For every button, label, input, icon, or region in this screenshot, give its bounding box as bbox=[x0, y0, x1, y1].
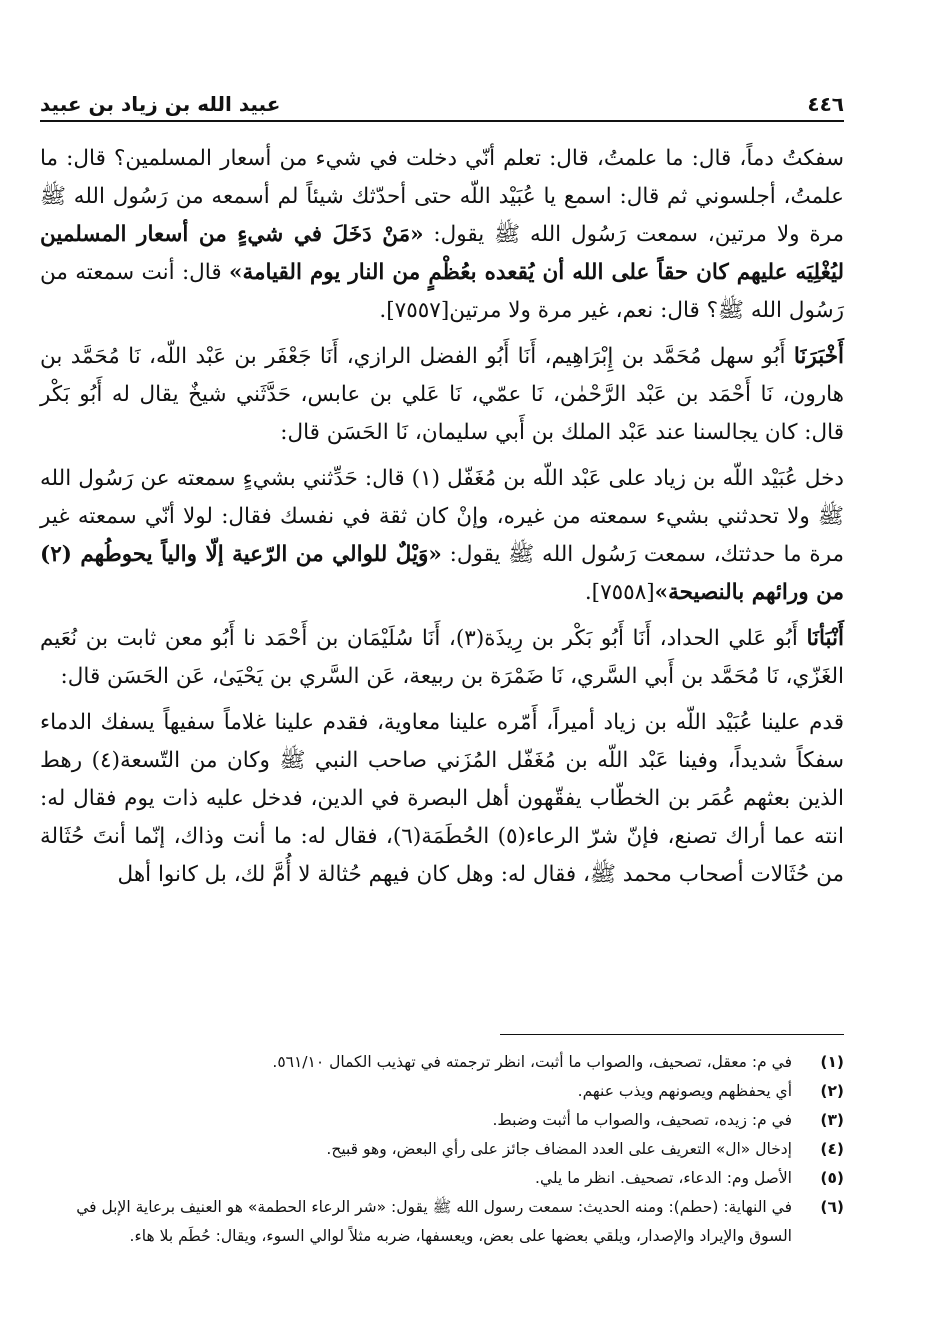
footnote-5 bbox=[40, 1164, 844, 1193]
footnote-divider bbox=[500, 1034, 844, 1035]
paragraph-text: أَبُو عَلي الحداد، أَنَا أَبُو بَكْر بن رِيذَة(٣)، أَنَا سُلَيْمَان بن أَحْمَد نا أَبُو معن ثابت بن نُعَيم الغَزّي، نَا مُحَمَّد بن أَبي السَّري، نَا ضَمْرَة بن ربيعة، عَن السَّري بن يَحْيَىٰ، عَن الحَسَن قال: bbox=[40, 626, 844, 689]
page-header bbox=[40, 80, 844, 116]
paragraph-2 bbox=[40, 338, 844, 452]
footnote-text: في م: معقل، تصحيف، والصواب ما أثبت، انظر ترجمته في تهذيب الكمال ٥٦١/١٠. bbox=[272, 1053, 792, 1071]
footnote-number: (٥) bbox=[820, 1169, 844, 1187]
paragraph-text: قدم علينا عُبَيْد اللّه بن زياد أميراً، أَمّره علينا معاوية، فقدم علينا غلاماً سفيهاً يسفك الدماء سفكاً شديداً، وفينا عَبْد اللّه بن مُغَفّل المُزَني صاحب النبي ﷺ وكان من التّسعة(٤) رهط الذين بعثهم عُمَر بن الخطّاب يفقّهون أهل البصرة في الدين، فدخل عليه ذات يوم فقال له: انته عما أراك تصنع، فإنّ شرّ الرعاء(٥) الحُطَمَة(٦)، فقال له: ما أنت وذاك، إنّما أنتَ حُثَالة من حُثَالات أصحاب محمد ﷺ، فقال له: وهل كان فيهم حُثالة لا أُمَّ لك، بل كانوا أهل bbox=[40, 710, 845, 887]
footnote-1 bbox=[40, 1048, 844, 1077]
hadith-quote: «وَيْلٌ للوالي من الرّعية إلّا والياً يحوطُهم (٢) من ورائهم بالنصيحة» bbox=[40, 542, 844, 605]
footnote-number: (٤) bbox=[820, 1140, 844, 1158]
footnote-text: أي يحفظهم ويصونهم ويذب عنهم. bbox=[577, 1082, 792, 1100]
paragraph-5 bbox=[40, 704, 844, 894]
paragraph-tail: [٧٥٥٨]. bbox=[584, 580, 655, 605]
footnote-number: (١) bbox=[820, 1053, 844, 1071]
footnotes bbox=[40, 1048, 844, 1251]
paragraph-text: سفكتُ دماً، قال: ما علمتُ، قال: تعلم أنّي دخلت في شيء من أسعار المسلمين؟ قال: ما علمتُ، أجلسوني ثم قال: اسمع يا عُبَيْد اللّه حتى أحدّثك شيئاً لم أسمعه من رَسُول الله ﷺ مرة ولا مرتين، سمعت رَسُول الله ﷺ يقول: bbox=[40, 146, 844, 247]
paragraph-lead: أَخْبَرَنَا bbox=[793, 344, 844, 369]
footnote-6 bbox=[40, 1193, 844, 1251]
running-title: عبيد الله بن زياد بن عبيد bbox=[40, 92, 281, 116]
footnote-number: (٣) bbox=[820, 1111, 844, 1129]
footnote-number: (٦) bbox=[820, 1198, 844, 1216]
paragraph-text: دخل عُبَيْد اللّه بن زياد على عَبْد اللّه بن مُغَفّل (١) قال: حَدِّثني بشيءٍ سمعته عن رَسُول الله ﷺ ولا تحدثني بشيء سمعته من غيره، وإنْ كان ثقة في نفسك فقال: لولا أنّي سمعته غير مرة ما حدثتك، سمعت رَسُول الله ﷺ يقول: bbox=[40, 466, 845, 567]
paragraph-4 bbox=[40, 620, 844, 696]
footnote-text: في النهاية: (حطم): ومنه الحديث: سمعت رسول الله ﷺ يقول: «شر الرعاء الحطمة» هو العنيف برعاية الإبل في السوق والإيراد والإصدار، ويلقي بعضها على بعض، ويعسفها، ضربه مثلاً لوالي السوء، ويقال: حُطَم بلا هاء. bbox=[76, 1198, 792, 1245]
paragraph-text: أَبُو سهل مُحَمَّد بن إِبْرَاهِيم، أَنَا أَبُو الفضل الرازي، أَنَا جَعْفَر بن عَبْد اللّه، نَا مُحَمَّد بن هارون، نَا أَحْمَد بن عَبْد الرَّحْمٰن، نَا عمّي، نَا عَلي بن عابس، حَدَّثَني شيخٌ يقال له أَبُو بَكْر قال: كان يجالسنا عند عَبْد الملك بن أَبي سليمان، نَا الحَسَن قال: bbox=[40, 344, 844, 445]
footnote-text: الأصل وم: الدعاء، تصحيف. انظر ما يلي. bbox=[535, 1169, 792, 1187]
footnote-4 bbox=[40, 1135, 844, 1164]
footnote-2 bbox=[40, 1077, 844, 1106]
header-divider bbox=[40, 120, 844, 122]
footnote-number: (٢) bbox=[820, 1082, 844, 1100]
paragraph-lead: أَنْبَأنَا bbox=[806, 626, 844, 651]
footnote-text: إدخال «ال» التعريف على العدد المضاف جائز على رأي البعض، وهو قبيح. bbox=[326, 1140, 792, 1158]
paragraph-3 bbox=[40, 460, 844, 612]
paragraph-tail: قال: أنت سمعته من رَسُول الله ﷺ؟ قال: نعم، غير مرة ولا مرتين[٧٥٥٧]. bbox=[40, 260, 844, 323]
main-text bbox=[40, 140, 844, 902]
footnote-3 bbox=[40, 1106, 844, 1135]
footnote-text: في م: زيده، تصحيف، والصواب ما أثبت وضبط. bbox=[492, 1111, 792, 1129]
page-number: ٤٤٦ bbox=[807, 92, 844, 116]
paragraph-1 bbox=[40, 140, 844, 330]
hadith-quote: «مَنْ دَخَلَ في شيءٍ من أسعار المسلمين ليُغْلِيَه عليهم كان حقاً على الله أن يُقعده بعُظْمٍ من النار يوم القيامة» bbox=[40, 222, 844, 285]
